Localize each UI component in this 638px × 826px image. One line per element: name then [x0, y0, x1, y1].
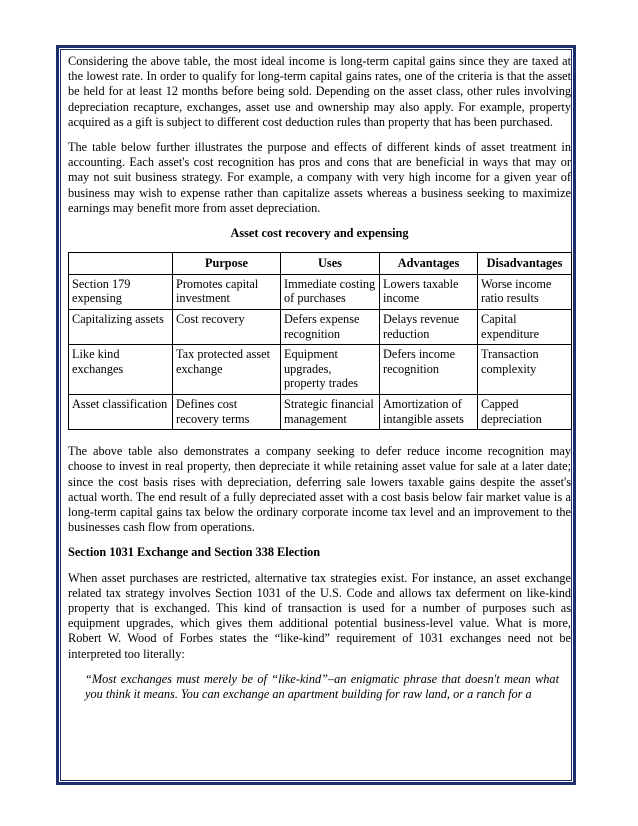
table-cell: Transaction complexity — [478, 345, 572, 395]
table-cell: Lowers taxable income — [380, 274, 478, 309]
table-cell: Immediate costing of purchases — [281, 274, 380, 309]
forbes-quote: “Most exchanges must merely be of “like-kind”–an enigmatic phrase that doesn't mean what you think it means. You can exchange an apartment building for raw land, or a ranch for a — [85, 671, 559, 702]
asset-cost-table — [68, 252, 572, 430]
header-uses: Uses — [281, 253, 380, 275]
header-advantages: Advantages — [380, 253, 478, 275]
table-cell: Delays revenue reduction — [380, 310, 478, 345]
table-row — [69, 394, 572, 429]
table-cell: Amortization of intangible assets — [380, 394, 478, 429]
table-row — [69, 345, 572, 395]
table-cell: Capital expenditure — [478, 310, 572, 345]
table-cell: Strategic financial management — [281, 394, 380, 429]
table-cell: Defines cost recovery terms — [173, 394, 281, 429]
header-blank — [69, 253, 173, 275]
table-caption: Asset cost recovery and expensing — [230, 226, 409, 241]
document-body — [68, 54, 571, 702]
table-cell: Asset classification — [69, 394, 173, 429]
paragraph-deferral: The above table also demonstrates a company seeking to defer reduce income recognition may choose to invest in real property, then depreciate it while retaining asset value for sale at a later date; since the cost basis rises with depreciation, deferring sale lowers taxable gains despite the asset's actual worth. The end result of a fully depreciated asset with a cost basis below fair market value is a long-term capital gains tax below the ordinary corporate income tax level and an improvement to the businesses cash flow from operations. — [68, 444, 571, 535]
table-cell: Cost recovery — [173, 310, 281, 345]
section-heading: Section 1031 Exchange and Section 338 Election — [68, 545, 321, 560]
table-header-row — [69, 253, 572, 275]
table-cell: Capped depreciation — [478, 394, 572, 429]
header-disadvantages: Disadvantages — [478, 253, 572, 275]
header-purpose: Purpose — [173, 253, 281, 275]
paragraph-long-term-gains: Considering the above table, the most ideal income is long-term capital gains since they are taxed at the lowest rate. In order to qualify for long-term capital gains rates, one of the criteria is that the asset be held for at least 12 months before being sold. Depending on the asset class, other rules involving depreciation recapture, exchanges, asset use and ownership may also apply. For example, property acquired as a gift is subject to different cost deduction rules than property that has been purchased. — [68, 54, 571, 129]
table-row — [69, 310, 572, 345]
table-cell: Section 179 expensing — [69, 274, 173, 309]
table-cell: Worse income ratio results — [478, 274, 572, 309]
table-cell: Like kind exchanges — [69, 345, 173, 395]
table-cell: Equipment upgrades, property trades — [281, 345, 380, 395]
table-cell: Promotes capital investment — [173, 274, 281, 309]
table-cell: Defers expense recognition — [281, 310, 380, 345]
table-cell: Defers income recognition — [380, 345, 478, 395]
table-row — [69, 274, 572, 309]
paragraph-section-1031: When asset purchases are restricted, alternative tax strategies exist. For instance, an asset exchange related tax strategy involves Section 1031 of the U.S. Code and allows tax deferment on like-kind property that is exchanged. This kind of transaction is used for a number of purposes such as equipment upgrades, which gives them additional potential business-level value. What is more, Robert W. Wood of Forbes states the “like-kind” requirement of 1031 exchanges need not be interpreted too literally: — [68, 570, 571, 661]
table-cell: Capitalizing assets — [69, 310, 173, 345]
table-cell: Tax protected asset exchange — [173, 345, 281, 395]
paragraph-asset-treatment: The table below further illustrates the purpose and effects of different kinds of asset treatment in accounting. Each asset's cost recognition has pros and cons that are beneficial in ways that may or may not suit business strategy. For example, a company with very high income for a given year of business may wish to expense rather than capitalize assets whereas a business seeking to maximize earnings may benefit more from asset depreciation. — [68, 140, 571, 215]
